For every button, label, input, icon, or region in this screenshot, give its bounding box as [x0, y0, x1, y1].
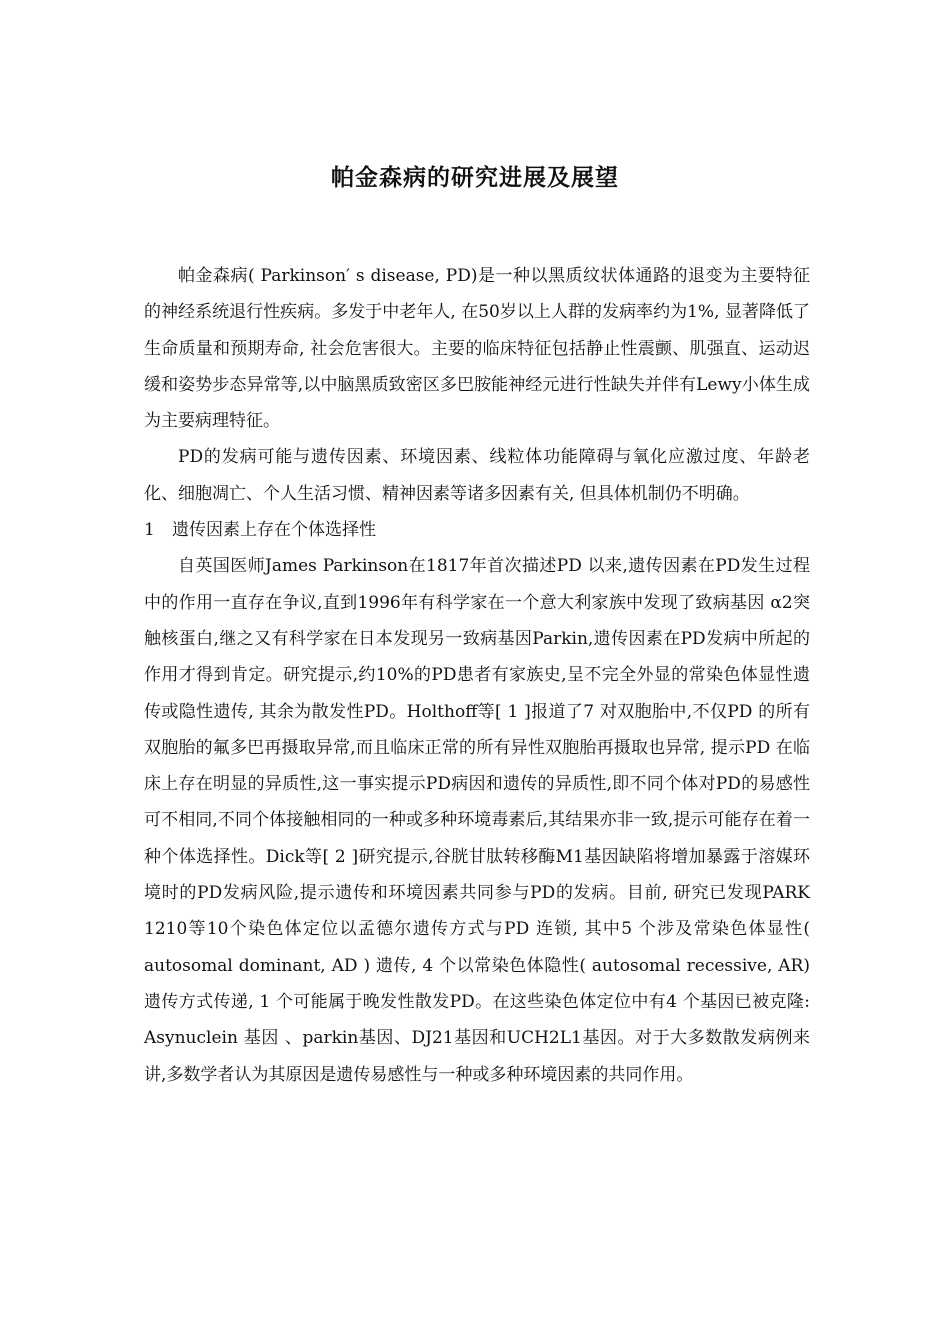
genetics-paragraph: 自英国医师James Parkinson在1817年首次描述PD 以来,遗传因素在PD发生过程中的作用一直存在争议,直到1996年有科学家在一个意大利家族中发现了致病基因 α2突触核蛋白,继之又有科学家在日本发现另一致病基因Parkin,遗传因素在PD发病中所起的作用才得到肯定。研究提示,约10%的PD患者有家族史,呈不完全外显的常染色体显性遗传或隐性遗传, 其余为散发性PD。Holthoff等[ 1 ]报道了7 对双胞胎中,不仅PD 的所有双胞胎的氟多巴再摄取异常,而且临床正常的所有异性双胞胎再摄取也异常, 提示PD 在临床上存在明显的异质性,这一事实提示PD病因和遗传的异质性,即不同个体对PD的易感性可不相同,不同个体接触相同的一种或多种环境毒素后,其结果亦非一致,提示可能存在着一种个体选择性。Dick等[ 2 ]研究提示,谷胱甘肽转移酶M1基因缺陷将增加暴露于溶媒环境时的PD发病风险,提示遗传和环境因素共同参与PD的发病。目前, 研究已发现PARK 1210等10个染色体定位以孟德尔遗传方式与PD 连锁, 其中5 个涉及常染色体显性( autosomal dominant, AD ) 遗传, 4 个以常染色体隐性( autosomal recessive, AR) 遗传方式传递, 1 个可能属于晚发性散发PD。在这些染色体定位中有4 个基因已被克隆: Asynuclein 基因 、parkin基因、DJ21基因和UCH2L1基因。对于大多数散发病例来讲,多数学者认为其原因是遗传易感性与一种或多种环境因素的共同作用。 — [144, 556, 810, 1085]
intro-paragraph: 帕金森病( Parkinson′ s disease, PD)是一种以黑质纹状体通路的退变为主要特征的神经系统退行性疾病。多发于中老年人, 在50岁以上人群的发病率约为1%, 显著降低了生命质量和预期寿命, 社会危害很大。主要的临床特征包括静止性震颤、肌强直、运动迟缓和姿势步态异常等,以中脑黑质致密区多巴胺能神经元进行性缺失并伴有Lewy小体生成为主要病理特征。 — [144, 266, 810, 432]
document-title: 帕金森病的研究进展及展望 — [331, 165, 619, 191]
section-heading — [144, 512, 810, 548]
etiology-paragraph: PD的发病可能与遗传因素、环境因素、线粒体功能障碍与氧化应激过度、年龄老化、细胞凋亡、个人生活习惯、精神因素等诸多因素有关, 但具体机制仍不明确。 — [144, 447, 810, 504]
section-title: 遗传因素上存在个体选择性 — [172, 520, 376, 541]
section-number: 1 — [144, 520, 155, 541]
document-body — [144, 258, 810, 1093]
